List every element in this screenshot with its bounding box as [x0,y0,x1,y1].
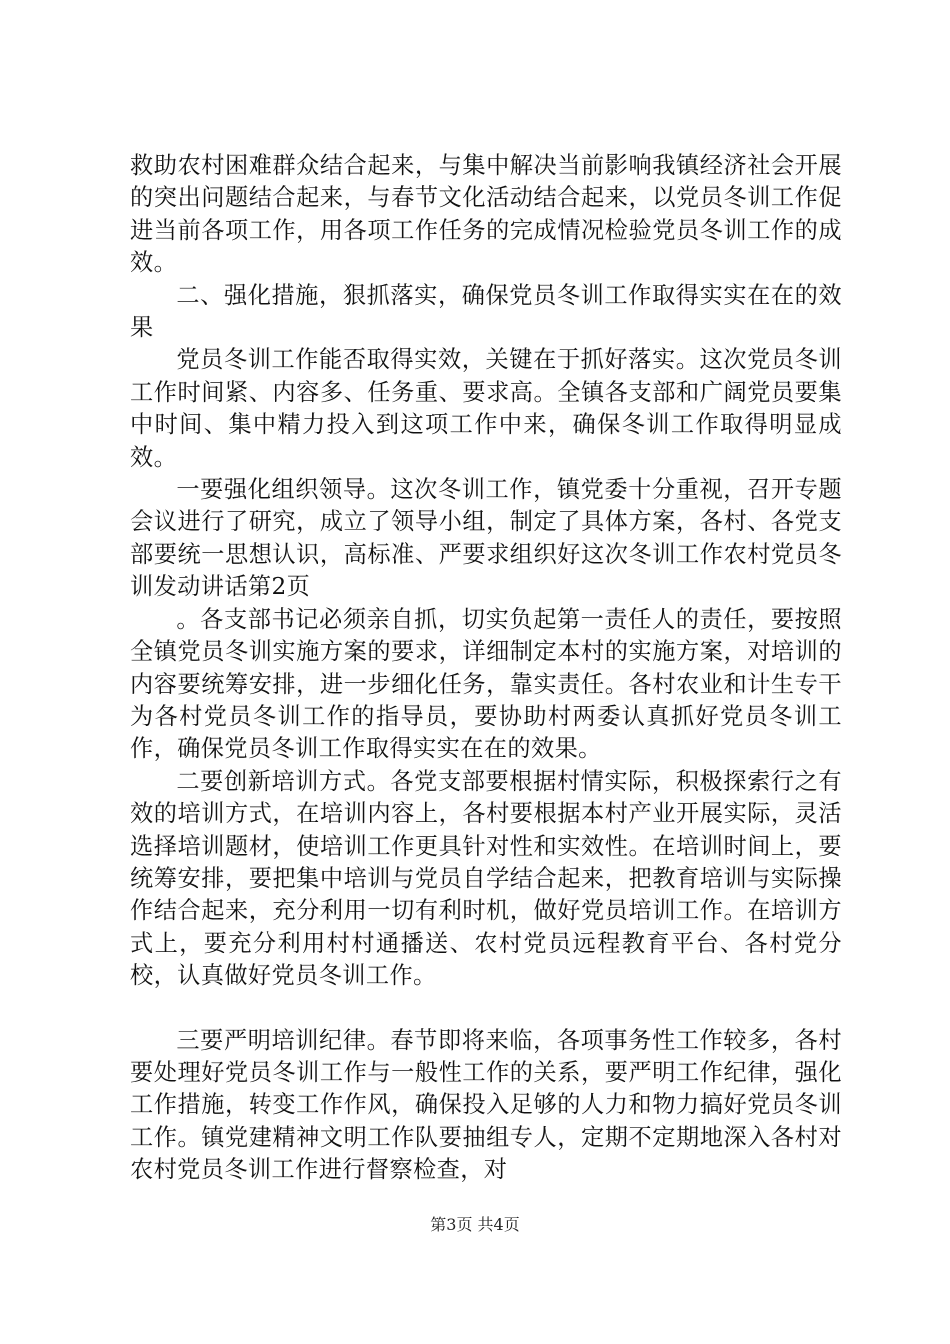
document-body [130,150,842,1187]
paragraph: 二要创新培训方式。各党支部要根据村情实际，积极探索行之有效的培训方式，在培训内容上，各村要根据本村产业开展实际，灵活选择培训题材，使培训工作更具针对性和实效性。在培训时间上，要统筹安排，要把集中培训与党员自学结合起来，把教育培训与实际操作结合起来，充分利用一切有利时机，做好党员培训工作。在培训方式上，要充分利用村村通播送、农村党员远程教育平台、各村党分校，认真做好党员冬训工作。 [130,767,842,990]
paragraph: 三要严明培训纪律。春节即将来临，各项事务性工作较多，各村要处理好党员冬训工作与一般性工作的关系，要严明工作纪律，强化工作措施，转变工作作风，确保投入足够的人力和物力搞好党员冬训工作。镇党建精神文明工作队要抽组专人，定期不定期地深入各村对农村党员冬训工作进行督察检查，对 [130,1026,842,1184]
page-number-footer: 第3页 共4页 [430,1215,520,1234]
paragraph: 党员冬训工作能否取得实效，关键在于抓好落实。这次党员冬训工作时间紧、内容多、任务重、要求高。全镇各支部和广阔党员要集中时间、集中精力投入到这项工作中来，确保冬训工作取得明显成效。 [130,346,842,471]
paragraph-continuation: 救助农村困难群众结合起来，与集中解决当前影响我镇经济社会开展的突出问题结合起来，与春节文化活动结合起来，以党员冬训工作促进当前各项工作，用各项工作任务的完成情况检验党员冬训工作的成效。 [130,152,842,277]
paragraph: 。各支部书记必须亲自抓，切实负起第一责任人的责任，要按照全镇党员冬训实施方案的要求，详细制定本村的实施方案，对培训的内容要统筹安排，进一步细化任务，靠实责任。各村农业和计生专干为各村党员冬训工作的指导员，要协助村两委认真抓好党员冬训工作，确保党员冬训工作取得实实在在的效果。 [130,605,842,763]
section-heading: 二、强化措施，狠抓落实，确保党员冬训工作取得实实在在的效果 [130,281,842,342]
paragraph: 一要强化组织领导。这次冬训工作，镇党委十分重视，召开专题会议进行了研究，成立了领导小组，制定了具体方案，各村、各党支部要统一思想认识，高标准、严要求组织好这次冬训工作农村党员冬训发动讲话第2页 [130,476,842,601]
